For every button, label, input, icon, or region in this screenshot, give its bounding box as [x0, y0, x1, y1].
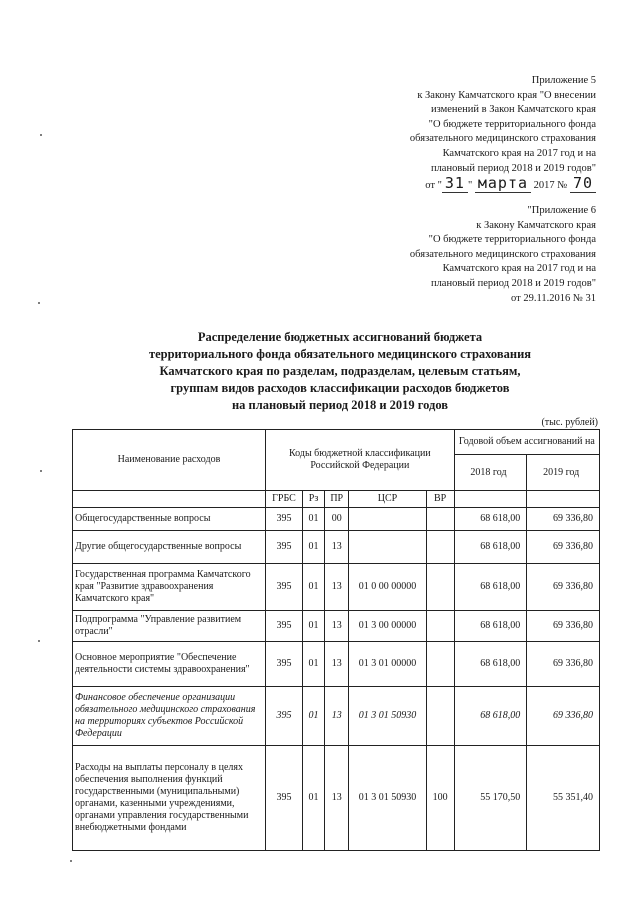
row-pr: 13 — [325, 687, 349, 746]
table-row — [73, 642, 600, 687]
handwritten-number: 70 — [570, 174, 596, 193]
appendix-6-header — [410, 204, 596, 306]
appendix-5-line: плановый период 2018 и 2019 годов" — [430, 162, 596, 174]
subheader-blank — [73, 491, 266, 508]
row-2018: 68 618,00 — [454, 531, 527, 564]
row-pr: 00 — [325, 508, 349, 531]
row-2018: 68 618,00 — [454, 508, 527, 531]
row-name: Общегосударственные вопросы — [73, 508, 266, 531]
row-vr — [426, 611, 454, 642]
handwritten-month: марта — [475, 174, 531, 193]
row-2019: 55 351,40 — [527, 746, 600, 851]
row-pr: 13 — [325, 611, 349, 642]
row-vr — [426, 564, 454, 611]
scan-speck — [38, 302, 40, 304]
scan-speck — [40, 470, 42, 472]
row-rz: 01 — [302, 531, 324, 564]
row-vr — [426, 508, 454, 531]
row-rz: 01 — [302, 746, 324, 851]
appendix-6-line: Камчатского края на 2017 год и на — [442, 263, 596, 275]
header-annual: Годовой объем ассигнований на — [454, 430, 599, 455]
row-rz: 01 — [302, 564, 324, 611]
row-vr — [426, 687, 454, 746]
row-csr: 01 3 01 00000 — [349, 642, 426, 687]
row-vr — [426, 531, 454, 564]
date-prefix: от " — [425, 180, 442, 192]
appendix-5-line: Приложение 5 — [531, 75, 596, 86]
row-pr: 13 — [325, 642, 349, 687]
row-2018: 55 170,50 — [454, 746, 527, 851]
appendix-6-line: "Приложение 6 — [527, 205, 596, 216]
row-grbs: 395 — [265, 531, 302, 564]
table-row — [73, 687, 600, 746]
row-rz: 01 — [302, 508, 324, 531]
appendix-6-line: обязательного медицинского страхования — [409, 248, 596, 260]
appendix-5-line: "О бюджете территориального фонда — [428, 118, 596, 130]
appendix-5-line: Камчатского края на 2017 год и на — [442, 147, 596, 159]
row-csr — [349, 508, 426, 531]
subheader-pr: ПР — [325, 491, 349, 508]
row-rz: 01 — [302, 687, 324, 746]
appendix-6-line: "О бюджете территориального фонда — [428, 234, 596, 246]
row-grbs: 395 — [265, 564, 302, 611]
table-subheader-row — [73, 491, 600, 508]
row-pr: 13 — [325, 564, 349, 611]
subheader-grbs: ГРБС — [265, 491, 302, 508]
row-vr — [426, 642, 454, 687]
table-row — [73, 611, 600, 642]
subheader-vr: ВР — [426, 491, 454, 508]
row-grbs: 395 — [265, 611, 302, 642]
row-name: Другие общегосударственные вопросы — [73, 531, 266, 564]
date-quote: " — [467, 180, 473, 192]
row-2018: 68 618,00 — [454, 564, 527, 611]
subheader-blank — [527, 491, 600, 508]
scan-speck — [70, 860, 72, 862]
table-header-row — [73, 430, 600, 455]
row-csr: 01 3 00 00000 — [349, 611, 426, 642]
appendix-6-line: к Закону Камчатского края — [476, 219, 596, 231]
title-line: Камчатского края по разделам, подразделам, целевым статьям, — [159, 364, 521, 378]
row-csr: 01 3 01 50930 — [349, 687, 426, 746]
header-2019: 2019 год — [527, 455, 600, 491]
budget-table — [72, 429, 600, 851]
appendix-5-line: к Закону Камчатского края "О внесении — [417, 89, 596, 101]
header-codes: Коды бюджетной классификации Российской Федерации — [265, 430, 454, 491]
row-2019: 69 336,80 — [527, 564, 600, 611]
row-name: Государственная программа Камчатского края "Развитие здравоохранения Камчатского края" — [73, 564, 266, 611]
date-year: 2017 — [533, 180, 555, 192]
row-rz: 01 — [302, 611, 324, 642]
row-2018: 68 618,00 — [454, 642, 527, 687]
table-row — [73, 564, 600, 611]
row-name: Расходы на выплаты персоналу в целях обеспечения выполнения функций государственными (муниципальными) органами, казенными учреждениями, органами управления государственными внебюджетными фондами — [73, 746, 266, 851]
row-2019: 69 336,80 — [527, 508, 600, 531]
row-grbs: 395 — [265, 687, 302, 746]
appendix-5-header — [410, 74, 596, 194]
row-name: Основное мероприятие "Обеспечение деятельности системы здравоохранения" — [73, 642, 266, 687]
table-row — [73, 746, 600, 851]
header-name: Наименование расходов — [73, 430, 266, 491]
row-csr: 01 0 00 00000 — [349, 564, 426, 611]
row-vr: 100 — [426, 746, 454, 851]
row-2019: 69 336,80 — [527, 531, 600, 564]
document-title — [80, 329, 600, 414]
row-2019: 69 336,80 — [527, 642, 600, 687]
row-pr: 13 — [325, 531, 349, 564]
appendix-5-line: изменений в Закон Камчатского края — [430, 104, 596, 116]
row-2018: 68 618,00 — [454, 687, 527, 746]
row-grbs: 395 — [265, 746, 302, 851]
row-name: Финансовое обеспечение организации обязательного медицинского страхования на территориях субъектов Российской Федерации — [73, 687, 266, 746]
row-rz: 01 — [302, 642, 324, 687]
row-pr: 13 — [325, 746, 349, 851]
row-grbs: 395 — [265, 642, 302, 687]
row-csr — [349, 531, 426, 564]
title-line: Распределение бюджетных ассигнований бюджета — [197, 330, 483, 344]
scan-speck — [40, 134, 42, 136]
table-row — [73, 531, 600, 564]
row-2019: 69 336,80 — [527, 611, 600, 642]
row-2019: 69 336,80 — [527, 687, 600, 746]
title-line: группам видов расходов классификации расходов бюджетов — [170, 381, 510, 395]
row-name: Подпрограмма "Управление развитием отрасли" — [73, 611, 266, 642]
appendix-6-line: от 29.11.2016 № 31 — [511, 292, 596, 304]
handwritten-day: 31 — [442, 174, 468, 193]
row-2018: 68 618,00 — [454, 611, 527, 642]
scan-speck — [38, 640, 40, 642]
appendix-5-date-line — [410, 176, 596, 194]
header-2018: 2018 год — [454, 455, 527, 491]
appendix-6-line: плановый период 2018 и 2019 годов" — [430, 277, 596, 289]
units-label: (тыс. рублей) — [541, 417, 598, 428]
appendix-5-line: обязательного медицинского страхования — [409, 133, 596, 145]
row-grbs: 395 — [265, 508, 302, 531]
number-label: № — [557, 180, 568, 192]
subheader-blank — [454, 491, 527, 508]
table-row — [73, 508, 600, 531]
title-line: на плановый период 2018 и 2019 годов — [231, 398, 449, 412]
subheader-rz: Рз — [302, 491, 324, 508]
subheader-csr: ЦСР — [349, 491, 426, 508]
title-line: территориального фонда обязательного медицинского страхования — [148, 347, 532, 361]
row-csr: 01 3 01 50930 — [349, 746, 426, 851]
